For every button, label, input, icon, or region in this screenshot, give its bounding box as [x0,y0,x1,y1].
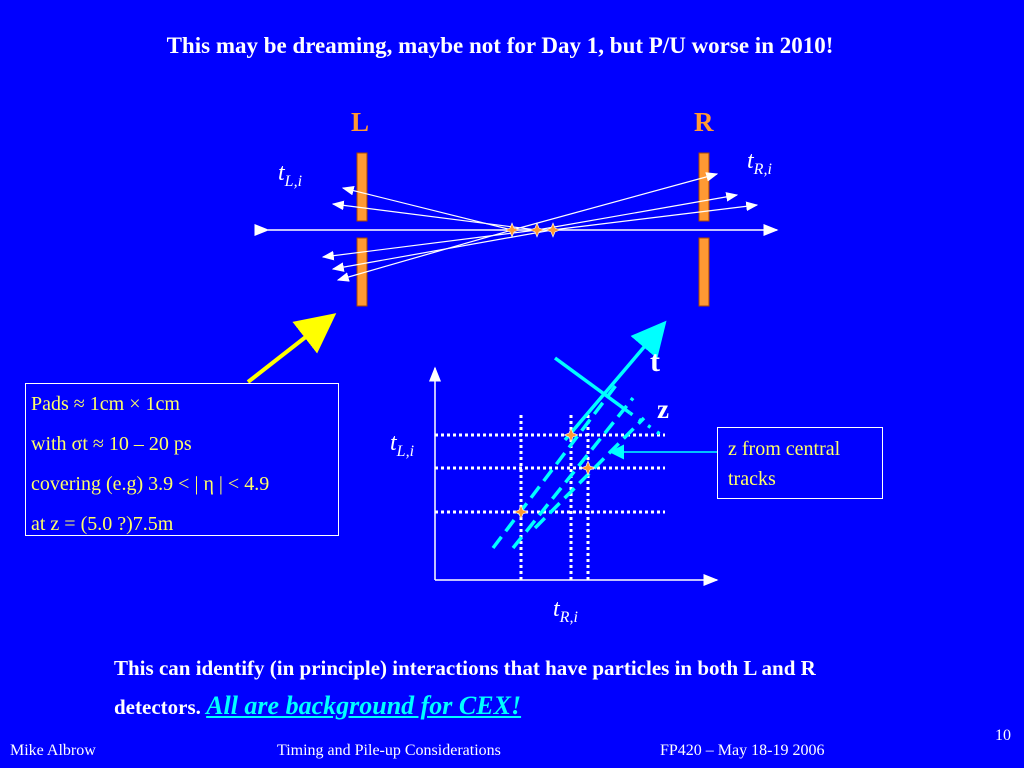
pads-line-4: at z = (5.0 ?)7.5m [31,513,174,535]
cex-highlight: All are background for CEX! [206,691,522,720]
bottom-statement [114,650,894,726]
particle-tracks [323,174,757,280]
t-R-label-top: $t_{R,i}$ [747,148,772,178]
pads-pointer-arrow [248,318,330,382]
pads-info-box [25,383,339,536]
footer-author: Mike Albrow [10,742,96,759]
z-central-tracks-box: z from central tracks [717,427,883,499]
z-axis-rotated [555,358,630,413]
detector-label-L: L [351,107,370,137]
axis-z-label: z [657,394,669,424]
bottom-text: This can identify (in principle) interactions that have particles in both L and R detectors. [114,656,816,719]
detector-label-R: R [694,107,714,137]
t-L-label-top: $t_{L,i}$ [278,160,303,190]
footer-event: FP420 – May 18-19 2006 [660,742,825,759]
footer-topic: Timing and Pile-up Considerations [277,742,501,759]
vertex-stars [505,223,560,237]
slide-title: This may be dreaming, maybe not for Day 1, but P/U worse in 2010! [166,33,834,58]
dotted-guides [435,415,665,580]
pads-line-1: Pads ≈ 1cm × 1cm [31,393,180,415]
pads-line-2: with σt ≈ 10 – 20 ps [31,433,192,455]
page-number: 10 [995,727,1011,744]
pads-line-3: covering (e.g) 3.9 < | η | < 4.9 [31,473,270,495]
detector-R-lower [699,238,709,306]
t-L-axis-label: $t_{L,i}$ [390,430,415,460]
t-R-axis-label: $t_{R,i}$ [553,596,578,626]
detector-L-upper [357,153,367,221]
axis-t-label: t [650,345,660,378]
z-axis-dashes [630,413,660,434]
